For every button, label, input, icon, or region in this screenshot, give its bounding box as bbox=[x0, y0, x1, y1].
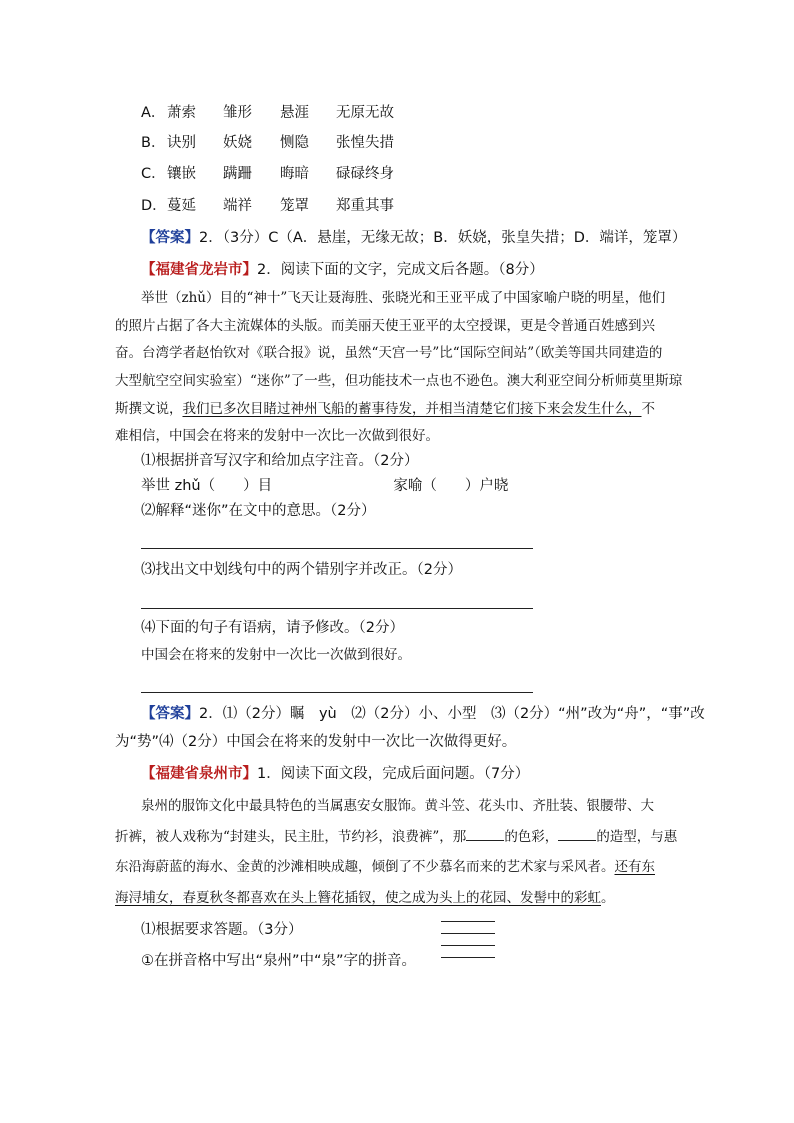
passage-line: 的照片占据了各大主流媒体的头版。而美丽天使王亚平的太空授课，更是令普通百姓感到兴 bbox=[115, 318, 655, 334]
option-word: 萧索 bbox=[167, 105, 196, 121]
option-word: 无原无故 bbox=[336, 105, 394, 121]
passage-line bbox=[115, 888, 615, 908]
underlined-sentence: 海浔埔女，春夏秋冬都喜欢在头上簪花插钗，使之成为头上的花园、发髻中的彩虹 bbox=[115, 890, 601, 906]
question-2-header bbox=[141, 260, 544, 280]
answer-1 bbox=[141, 228, 686, 248]
sub-question-2: ⑵解释“迷你”在文中的意思。（2分） bbox=[141, 503, 376, 519]
option-word: 悬涯 bbox=[280, 105, 309, 121]
passage-text: 的造型，与惠 bbox=[596, 829, 678, 845]
option-word: 端祥 bbox=[223, 198, 252, 214]
option-word: 恻隐 bbox=[280, 135, 309, 151]
sub-question-1: ⑴根据拼音写汉字和给加点字注音。（2分） bbox=[141, 453, 419, 469]
option-c bbox=[141, 164, 394, 184]
passage-line bbox=[115, 399, 655, 419]
option-word: 诀别 bbox=[167, 135, 196, 151]
option-word: 张惶失措 bbox=[336, 135, 394, 151]
question-title: 1．阅读下面文段，完成后面问题。（7分） bbox=[257, 766, 530, 782]
pinyin-prompt: ）目 bbox=[243, 478, 273, 494]
pinyin-prompt: 举世 zhǔ（ bbox=[141, 478, 216, 494]
option-word: 雏形 bbox=[223, 105, 252, 121]
option-word: 妖娆 bbox=[223, 135, 252, 151]
underlined-sentence: 我们已多次目睹过神州飞船的蓄事待发，并相当清楚它们接下来会发生什么， bbox=[182, 401, 642, 417]
answer-2-line-1 bbox=[141, 704, 705, 724]
option-word: 郑重其事 bbox=[336, 198, 394, 214]
answer-text: 2．（3分）C（A．悬崖，无缘无故；B．妖娆，张皇失措；D．端详，笼罩） bbox=[199, 230, 687, 246]
passage-text: 的色彩， bbox=[504, 829, 559, 845]
passage-text: 不 bbox=[641, 401, 655, 417]
option-letter: D． bbox=[141, 198, 167, 214]
option-word: 蹒跚 bbox=[223, 166, 252, 182]
answer-2-line-2: 为“势”⑷（2分）中国会在将来的发射中一次比一次做得更好。 bbox=[115, 734, 517, 750]
passage-line: 奋。台湾学者赵怡钦对《联合报》说，虽然“天宫一号”比“国际空间站”（欧美等国共同建造的 bbox=[115, 345, 663, 361]
sub-question-1: ⑴根据要求答题。（3分） bbox=[141, 922, 303, 938]
question-title: 2．阅读下面的文字，完成文后各题。（8分） bbox=[257, 262, 544, 278]
source-tag: 【福建省泉州市】 bbox=[141, 766, 257, 782]
fill-blank[interactable] bbox=[558, 826, 596, 841]
passage-text: 东沿海蔚蓝的海水、金黄的沙滩相映成趣，倾倒了不少慕名而来的艺术家与采风者。 bbox=[115, 859, 615, 875]
passage-line: 举世（zhǔ）目的“神十”飞天让聂海胜、张晓光和王亚平成了中国家喻户晓的明星，他们 bbox=[141, 290, 666, 306]
phonetic-prompt: 家喻（ bbox=[393, 478, 437, 494]
passage-line: 难相信，中国会在将来的发射中一次比一次做到很好。 bbox=[115, 428, 439, 444]
faulty-sentence: 中国会在将来的发射中一次比一次做到很好。 bbox=[141, 647, 411, 663]
passage-line bbox=[115, 826, 677, 847]
answer-tag: 【答案】 bbox=[141, 706, 199, 722]
passage-line bbox=[115, 857, 655, 877]
option-word: 晦暗 bbox=[280, 166, 309, 182]
option-b bbox=[141, 133, 394, 153]
source-tag: 【福建省龙岩市】 bbox=[141, 262, 257, 278]
answer-line[interactable] bbox=[141, 608, 533, 609]
option-word: 碌碌终身 bbox=[336, 166, 394, 182]
option-letter: A． bbox=[141, 105, 166, 121]
underlined-sentence: 还有东 bbox=[614, 859, 655, 875]
sub-question-4: ⑷下面的句子有语病，请予修改。（2分） bbox=[141, 620, 404, 636]
sub-question-3: ⑶找出文中划线句中的两个错别字并改正。（2分） bbox=[141, 562, 462, 578]
answer-tag: 【答案】 bbox=[141, 230, 199, 246]
sub-question-item: ①在拼音格中写出“泉州”中“泉”字的拼音。 bbox=[141, 953, 417, 969]
option-word: 笼罩 bbox=[280, 198, 309, 214]
question-3-header bbox=[141, 764, 529, 784]
fill-blank[interactable] bbox=[466, 826, 504, 841]
answer-text: 2．⑴（2分）瞩 yù ⑵（2分）小、小型 ⑶（2分）“州”改为“舟”，“事”改 bbox=[199, 706, 705, 722]
passage-line: 大型航空空间实验室）“迷你”了一些，但功能技术一点也不逊色。澳大利亚空间分析师莫里斯琼 bbox=[115, 373, 683, 389]
option-a bbox=[141, 103, 394, 123]
passage-text: 斯撰文说， bbox=[115, 401, 183, 417]
answer-line[interactable] bbox=[141, 692, 533, 693]
phonetic-prompt: ）户晓 bbox=[464, 478, 509, 494]
option-word: 镶嵌 bbox=[167, 166, 196, 182]
option-letter: C． bbox=[141, 166, 166, 182]
option-d bbox=[141, 196, 394, 216]
option-word: 蔓延 bbox=[167, 198, 196, 214]
passage-text: 。 bbox=[601, 890, 615, 906]
passage-text: 折裤，被人戏称为“封建头，民主肚，节约衫，浪费裤”，那 bbox=[115, 829, 467, 845]
passage-line: 泉州的服饰文化中最具特色的当属惠安女服饰。黄斗笠、花头巾、齐肚装、银腰带、大 bbox=[141, 798, 654, 814]
sub-question-1-items bbox=[141, 476, 508, 496]
option-letter: B． bbox=[141, 135, 166, 151]
answer-line[interactable] bbox=[141, 548, 533, 549]
